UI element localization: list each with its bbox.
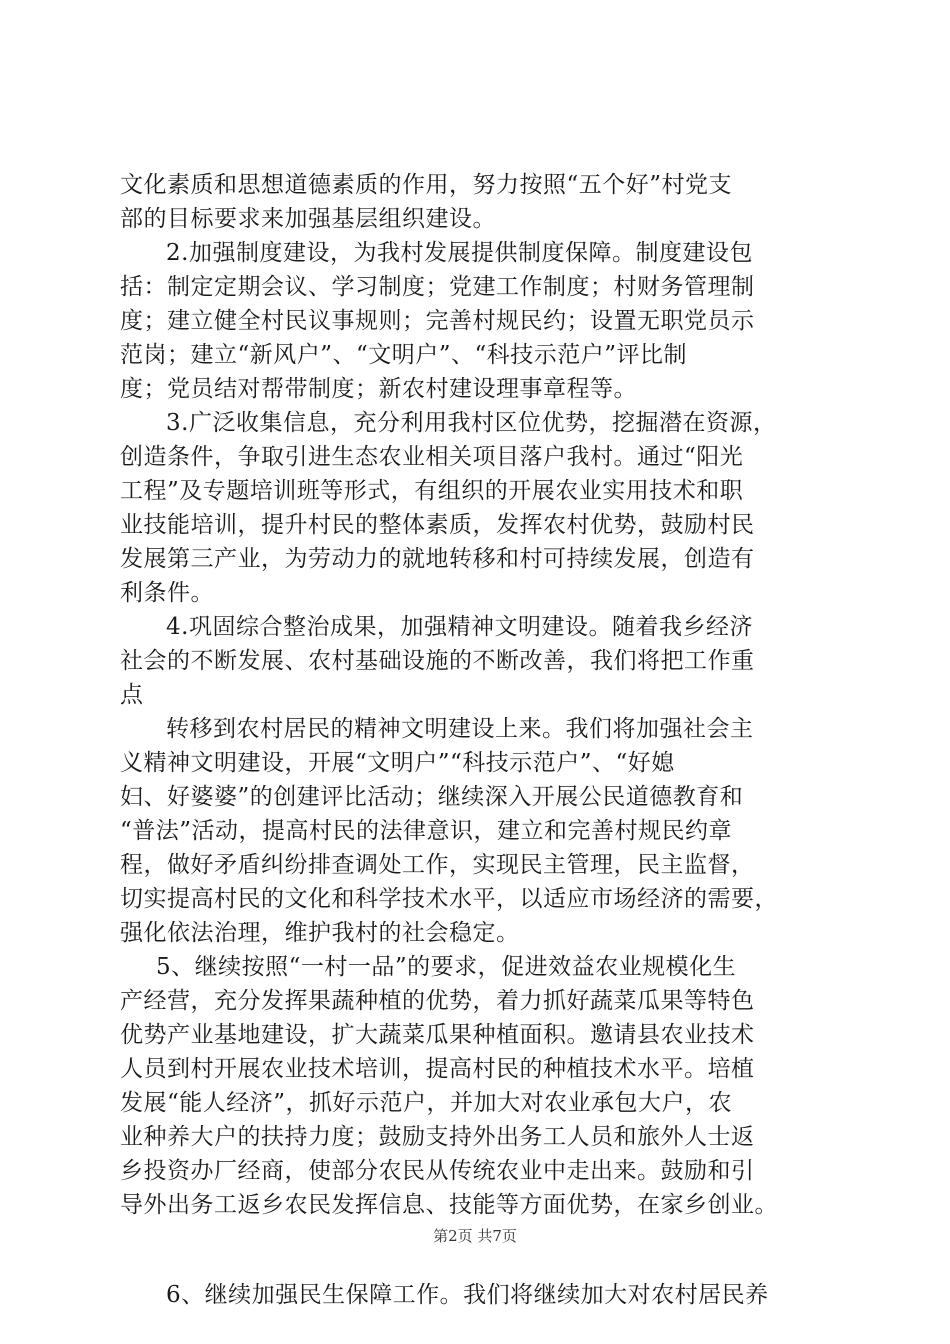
text-line: 部的目标要求来加强基层组织建设。 <box>120 206 496 232</box>
text-line: 工程”及专题培训班等形式，有组织的开展农业实用技术和职 <box>120 478 744 504</box>
text-line: 文化素质和思想道德素质的作用，努力按照“五个好”村党支 <box>120 172 733 198</box>
text-line: 业技能培训，提升村民的整体素质，发挥农村优势，鼓励村民 <box>120 512 755 538</box>
text-line: 人员到村开展农业技术培训，提高村民的种植技术水平。培植 <box>120 1056 755 1082</box>
text-line: 乡投资办厂经商，使部分农民从传统农业中走出来。鼓励和引 <box>120 1158 755 1184</box>
text-line: 度；建立健全村民议事规则；完善村规民约；设置无职党员示 <box>120 308 755 334</box>
paragraph-4-start: 4.巩固综合整治成果，加强精神文明建设。随着我乡经济 <box>166 614 753 640</box>
text-line: 产经营，充分发挥果蔬种植的优势，着力抓好蔬菜瓜果等特色 <box>120 988 755 1014</box>
text-line: 括：制定定期会议、学习制度；党建工作制度；村财务管理制 <box>120 274 755 300</box>
page-number-footer: 第2页 共7页 <box>433 1227 517 1245</box>
paragraph-3-start: 3.广泛收集信息，充分利用我村区位优势，挖掘潜在资源， <box>166 410 777 436</box>
text-line: 义精神文明建设，开展“文明户”“科技示范户”、“好媳 <box>120 750 675 776</box>
text-line: 社会的不断发展、农村基础设施的不断改善，我们将把工作重 <box>120 648 755 674</box>
document-body <box>120 168 832 1312</box>
text-line: “普法”活动，提高村民的法律意识，建立和完善村规民约章 <box>120 818 733 844</box>
text-line: 发展第三产业，为劳动力的就地转移和村可持续发展，创造有 <box>120 546 755 572</box>
paragraph-6-start: 6、继续加强民生保障工作。我们将继续加大对农村居民养 <box>166 1282 769 1308</box>
text-line: 范岗；建立“新风户”、“文明户”、“科技示范户”评比制 <box>120 342 688 368</box>
paragraph-5-start: 5、继续按照“一村一品”的要求，促进效益农业规模化生 <box>156 954 737 980</box>
text-line: 切实提高村民的文化和科学技术水平，以适应市场经济的需要， <box>120 886 778 912</box>
text-line: 业种养大户的扶持力度；鼓励支持外出务工人员和旅外人士返 <box>120 1124 755 1150</box>
text-line: 妇、好婆婆”的创建评比活动；继续深入开展公民道德教育和 <box>120 784 744 810</box>
paragraph-2-start: 2.加强制度建设，为我村发展提供制度保障。制度建设包 <box>166 240 753 266</box>
text-line: 利条件。 <box>120 580 214 606</box>
text-line: 创造条件，争取引进生态农业相关项目落户我村。通过“阳光 <box>120 444 744 470</box>
text-line: 程，做好矛盾纠纷排查调处工作，实现民主管理，民主监督， <box>120 852 755 878</box>
paragraph-4-continued: 转移到农村居民的精神文明建设上来。我们将加强社会主 <box>166 716 754 742</box>
text-line: 导外出务工返乡农民发挥信息、技能等方面优势，在家乡创业。 <box>120 1192 778 1218</box>
text-line: 优势产业基地建设，扩大蔬菜瓜果种植面积。邀请县农业技术 <box>120 1022 755 1048</box>
text-line: 度；党员结对帮带制度；新农村建设理事章程等。 <box>120 376 637 402</box>
text-line: 发展“能人经济”，抓好示范户，并加大对农业承包大户，农 <box>120 1090 733 1116</box>
text-line: 强化依法治理，维护我村的社会稳定。 <box>120 920 520 946</box>
text-line: 点 <box>120 682 144 708</box>
